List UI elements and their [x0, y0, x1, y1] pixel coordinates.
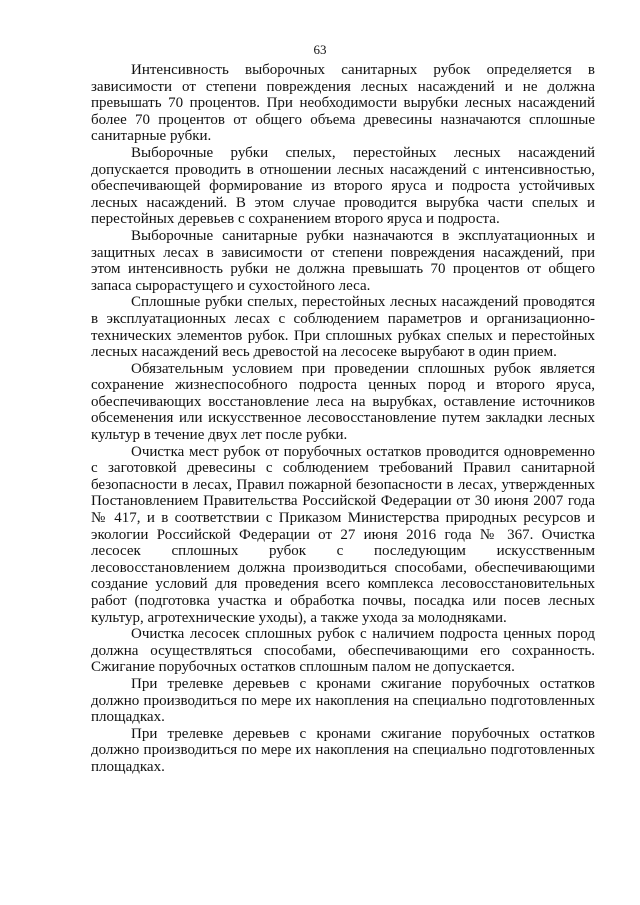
paragraph-cleaning-logging-sites: Очистка мест рубок от порубочных остатков проводится одновременно с заготовкой древесины с соблюдением требований Правил санитарной безопасности в лесах, Правил пожарной безопасности в лесах, утвержденных Постановлением Правительства Российской Федерации от 30 июня 2007 года № 417, и в соответствии с Приказом Министерства природных ресурсов и экологии Российской Федерации от 27 июня 2016 года № 367. Очистка лесосек сплошных рубок с последующим искусственным лесовосстановлением должна производиться способами, обеспечивающими создание условий для проведения всего комплекса лесовосстановительных работ (подготовка участка и обработка почвы, посадка или посев лесных культур, агротехнические уходы), а также ухода за молодняками. — [91, 443, 595, 626]
paragraph-clear-cutting: Сплошные рубки спелых, перестойных лесных насаждений проводятся в эксплуатационных лесах с соблюдением параметров и организационно-технических элементов рубок. При сплошных рубках спелых и перестойных лесных насаждений весь древостой на лесосеке вырубают в один прием. — [91, 294, 595, 361]
paragraph-skidding-burning-1: При трелевке деревьев с кронами сжигание порубочных остатков должно производиться по мере их накопления на специально подготовленных площадках. — [91, 675, 595, 726]
body-text — [91, 62, 595, 776]
page-number: 63 — [313, 42, 327, 57]
paragraph-skidding-burning-2: При трелевке деревьев с кронами сжигание порубочных остатков должно производиться по мере их накопления на специально подготовленных площадках. — [91, 725, 595, 775]
paragraph-clear-cutting-condition: Обязательным условием при проведении сплошных рубок является сохранение жизнеспособного подроста ценных пород и второго яруса, обеспечивающих восстановление леса на вырубках, оставление источников обсеменения или искусственное лесовосстановление путем закладки лесных культур в течение двух лет после рубки. — [91, 360, 595, 444]
paragraph-selective-sanitary-intensity: Интенсивность выборочных санитарных рубок определяется в зависимости от степени повреждения лесных насаждений и не должна превышать 70 процентов. При необходимости вырубки лесных насаждений более 70 процентов от общего объема древесины назначаются сплошные санитарные рубки. — [91, 62, 595, 145]
paragraph-cleaning-with-undergrowth: Очистка лесосек сплошных рубок с наличием подроста ценных пород должна осуществляться способами, обеспечивающими его сохранность. Сжигание порубочных остатков сплошным палом не допускается. — [91, 626, 595, 676]
paragraph-selective-sanitary-forests: Выборочные санитарные рубки назначаются в эксплуатационных и защитных лесах в зависимости от степени повреждения насаждений, при этом интенсивность рубки не должна превышать 70 процентов от общего запаса сырорастущего и сухостойного леса. — [91, 227, 595, 294]
paragraph-selective-mature-stands: Выборочные рубки спелых, перестойных лесных насаждений допускается проводить в отношении лесных насаждений с интенсивностью, обеспечивающей формирование из второго яруса и подроста устойчивых лесных насаждений. В этом случае проводится вырубка части спелых и перестойных деревьев с сохранением второго яруса и подроста. — [91, 144, 595, 228]
